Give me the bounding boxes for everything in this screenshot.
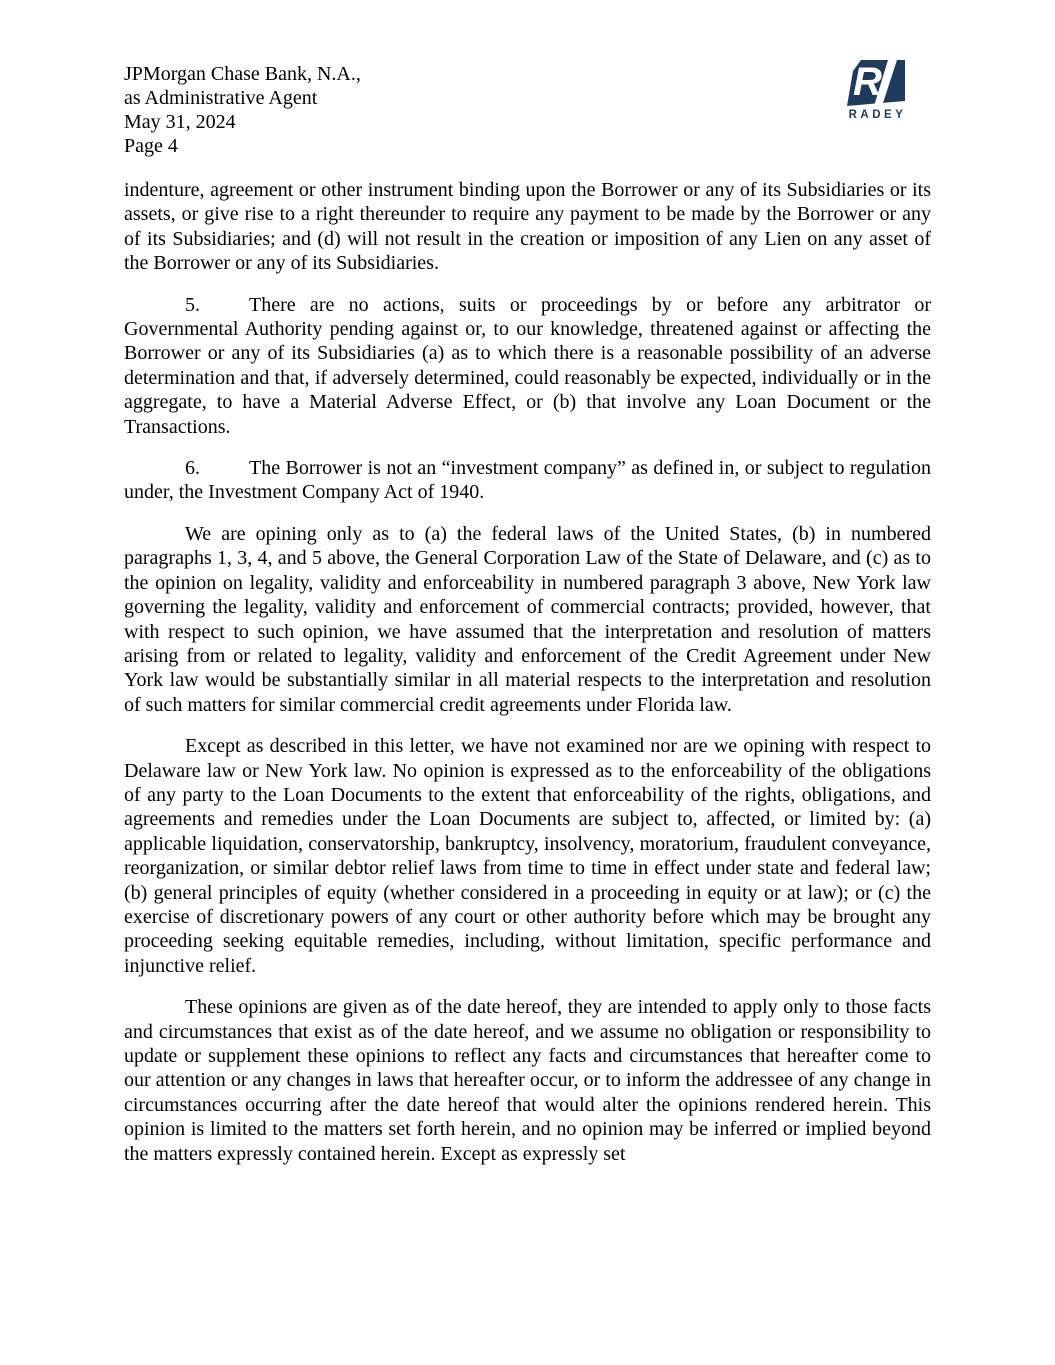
paragraph-text: We are opining only as to (a) the federal laws of the United States, (b) in numbered paragraphs 1, 3, 4, and 5 above, the General Corporation Law of the State of Delaware, and (c) as to the opinion on legality, validity and enforceability in numbered paragraph 3 above, New York law governing the legality, validity and enforcement of commercial contracts; provided, however, that with respect to such opinion, we have assumed that the interpretation and resolution of matters arising from or related to legality, validity and enforcement of the Credit Agreement under New York law would be substantially similar in all material respects to the interpretation and resolution of such matters for similar commercial credit agreements under Florida law. <box>124 522 931 716</box>
paragraph-number: 5. <box>185 293 200 316</box>
addressee-name: JPMorgan Chase Bank, N.A., <box>124 63 361 85</box>
paragraph-number: 6. <box>185 457 200 480</box>
radey-logo-mark-icon <box>847 60 905 106</box>
paragraph-text: Except as described in this letter, we have not examined nor are we opining with respect to Delaware law or New York law. No opinion is expressed as to the enforceability of the obligations of any party to the Loan Documents to the extent that enforceability of the rights, obligations, and agreements and remedies under the Loan Documents are subject to, affected, or limited by: (a) applicable liquidation, conservatorship, bankruptcy, insolvency, moratorium, fraudulent conveyance, reorganization, or similar debtor relief laws from time to time in effect under state and federal law; (b) general principles of equity (whether considered in a proceeding in equity or at law); or (c) the exercise of discretionary powers of any court or other authority before which may be brought any proceeding seeking equitable remedies, including, without limitation, specific performance and injunctive relief. <box>124 735 931 977</box>
radey-wordmark: RADEY <box>848 109 907 121</box>
paragraph-6 <box>124 456 931 505</box>
addressee-role: as Administrative Agent <box>124 87 318 109</box>
paragraph-indenture-continuation <box>124 178 931 276</box>
paragraph-enforceability-exceptions <box>124 734 931 978</box>
radey-logo <box>845 60 907 121</box>
letter-date: May 31, 2024 <box>124 111 236 133</box>
paragraph-text: The Borrower is not an “investment company” as defined in, or subject to regulation under, the Investment Company Act of 1940. <box>124 457 931 504</box>
letter-body <box>124 178 931 1166</box>
paragraph-opining-scope <box>124 522 931 717</box>
page-number: Page 4 <box>124 135 178 157</box>
paragraph-text: There are no actions, suits or proceedings by or before any arbitrator or Governmental Authority pending against or, to our knowledge, threatened against or affecting the Borrower or any of its Subsidiaries (a) as to which there is a reasonable possibility of an adverse determination and that, if adversely determined, could reasonably be expected, individually or in the aggregate, to have a Material Adverse Effect, or (b) that involve any Loan Document or the Transactions. <box>124 293 931 438</box>
letter-header <box>124 62 931 158</box>
logo-r-letter: R <box>853 60 882 104</box>
paragraph-text: indenture, agreement or other instrument binding upon the Borrower or any of its Subsidiaries or its assets, or give rise to a right thereunder to require any payment to be made by the Borrower or any of its Subsidiaries; and (d) will not result in the creation or imposition of any Lien on any asset of the Borrower or any of its Subsidiaries. <box>124 179 931 275</box>
paragraph-5 <box>124 293 931 439</box>
paragraph-text: These opinions are given as of the date hereof, they are intended to apply only to those facts and circumstances that exist as of the date hereof, and we assume no obligation or responsibility to update or supplement these opinions to reflect any facts and circumstances that hereafter come to our attention or any changes in laws that hereafter occur, or to inform the addressee of any change in circumstances occurring after the date hereof that would alter the opinions rendered herein. This opinion is limited to the matters set forth herein, and no opinion may be inferred or implied beyond the matters expressly contained herein. Except as expressly set <box>124 996 931 1165</box>
paragraph-date-limitation <box>124 995 931 1166</box>
